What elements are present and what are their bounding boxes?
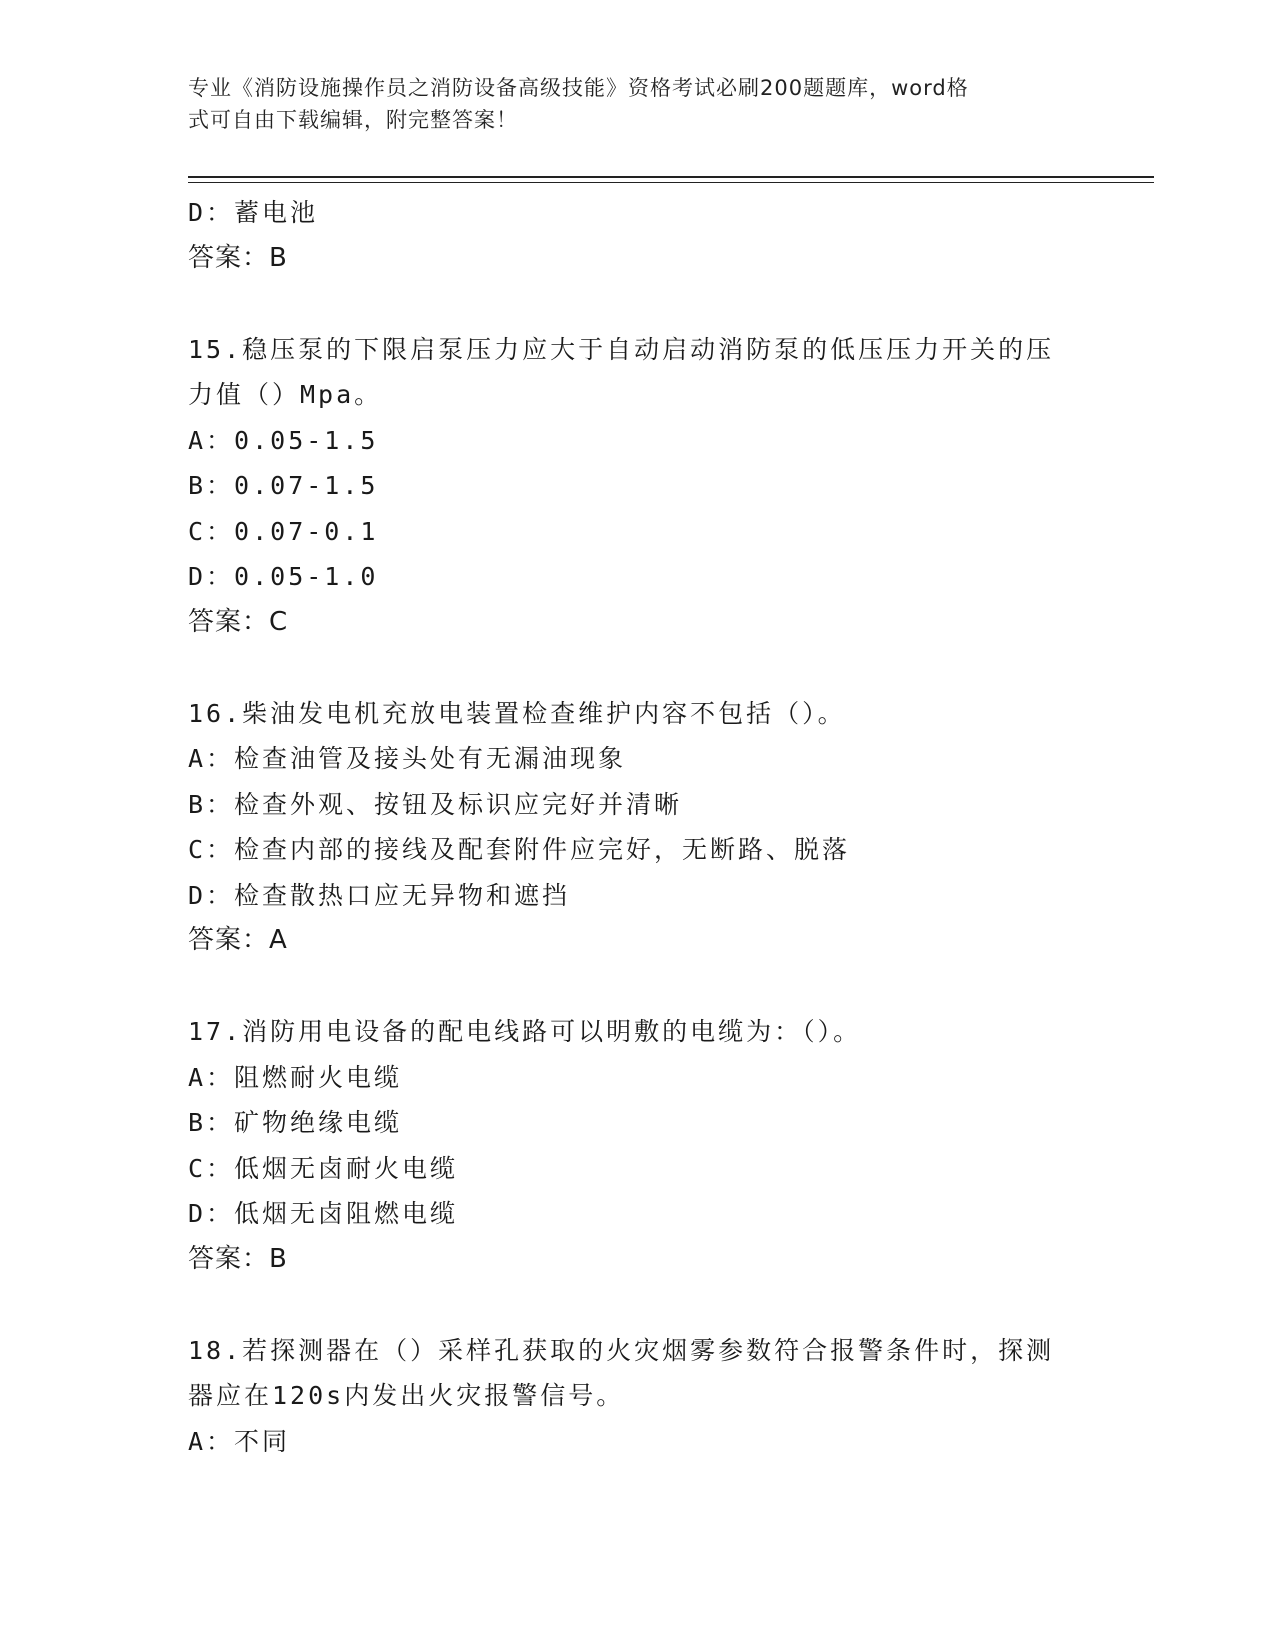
question-15-answer: 答案：C [188, 606, 289, 637]
question-17-stem: 17.消防用电设备的配电线路可以明敷的电缆为：（）。 [188, 1017, 862, 1046]
question-16-option-a: A：检查油管及接头处有无漏油现象 [188, 744, 627, 773]
question-18-option-a: A：不同 [188, 1426, 291, 1456]
question-list [188, 190, 1088, 1464]
question-16-answer: 答案：A [188, 925, 288, 955]
question-17-option-d: D：低烟无卤阻燃电缆 [188, 1199, 459, 1228]
question-17-option-b: B：矿物绝缘电缆 [188, 1108, 403, 1137]
question-15-option-a: A：0.05-1.5 [188, 425, 379, 455]
question-18-stem-line-2: 器应在120s内发出火灾报警信号。 [188, 1381, 625, 1410]
question-16-stem: 16.柴油发电机充放电装置检查维护内容不包括（）。 [188, 698, 846, 728]
header-line-2: 式可自由下载编辑，附完整答案！ [188, 108, 518, 132]
header-divider-thick [188, 176, 1154, 178]
question-18-stem-line-1: 18.若探测器在（）采样孔获取的火灾烟雾参数符合报警条件时，探测 [188, 1335, 1055, 1365]
answer-line: 答案：B [188, 242, 288, 273]
question-17-answer: 答案：B [188, 1243, 288, 1274]
question-16-option-c: C：检查内部的接线及配套附件应完好，无断路、脱落 [188, 835, 851, 864]
option-d: D：蓄电池 [188, 198, 319, 227]
spacer [188, 281, 1088, 327]
spacer [188, 964, 1088, 1010]
question-16-option-b: B：检查外观、按钮及标识应完好并清晰 [188, 789, 683, 819]
header-divider-thin [188, 182, 1154, 183]
header-line-1: 专业《消防设施操作员之消防设备高级技能》资格考试必刷200题题库，word格 [188, 76, 969, 100]
spacer [188, 645, 1088, 691]
question-15-option-d: D：0.05-1.0 [188, 562, 379, 591]
question-17-option-a: A：阻燃耐火电缆 [188, 1062, 403, 1092]
question-15-stem-line-1: 15.稳压泵的下限启泵压力应大于自动启动消防泵的低压压力开关的压 [188, 334, 1055, 364]
document-header [188, 72, 1068, 136]
question-17-option-c: C：低烟无卤耐火电缆 [188, 1153, 459, 1183]
question-15-stem-line-2: 力值（）Mpa。 [188, 380, 383, 409]
question-15-option-b: B：0.07-1.5 [188, 471, 379, 500]
spacer [188, 1282, 1088, 1328]
question-16-option-d: D：检查散热口应无异物和遮挡 [188, 880, 571, 910]
question-15-option-c: C：0.07-0.1 [188, 516, 379, 546]
